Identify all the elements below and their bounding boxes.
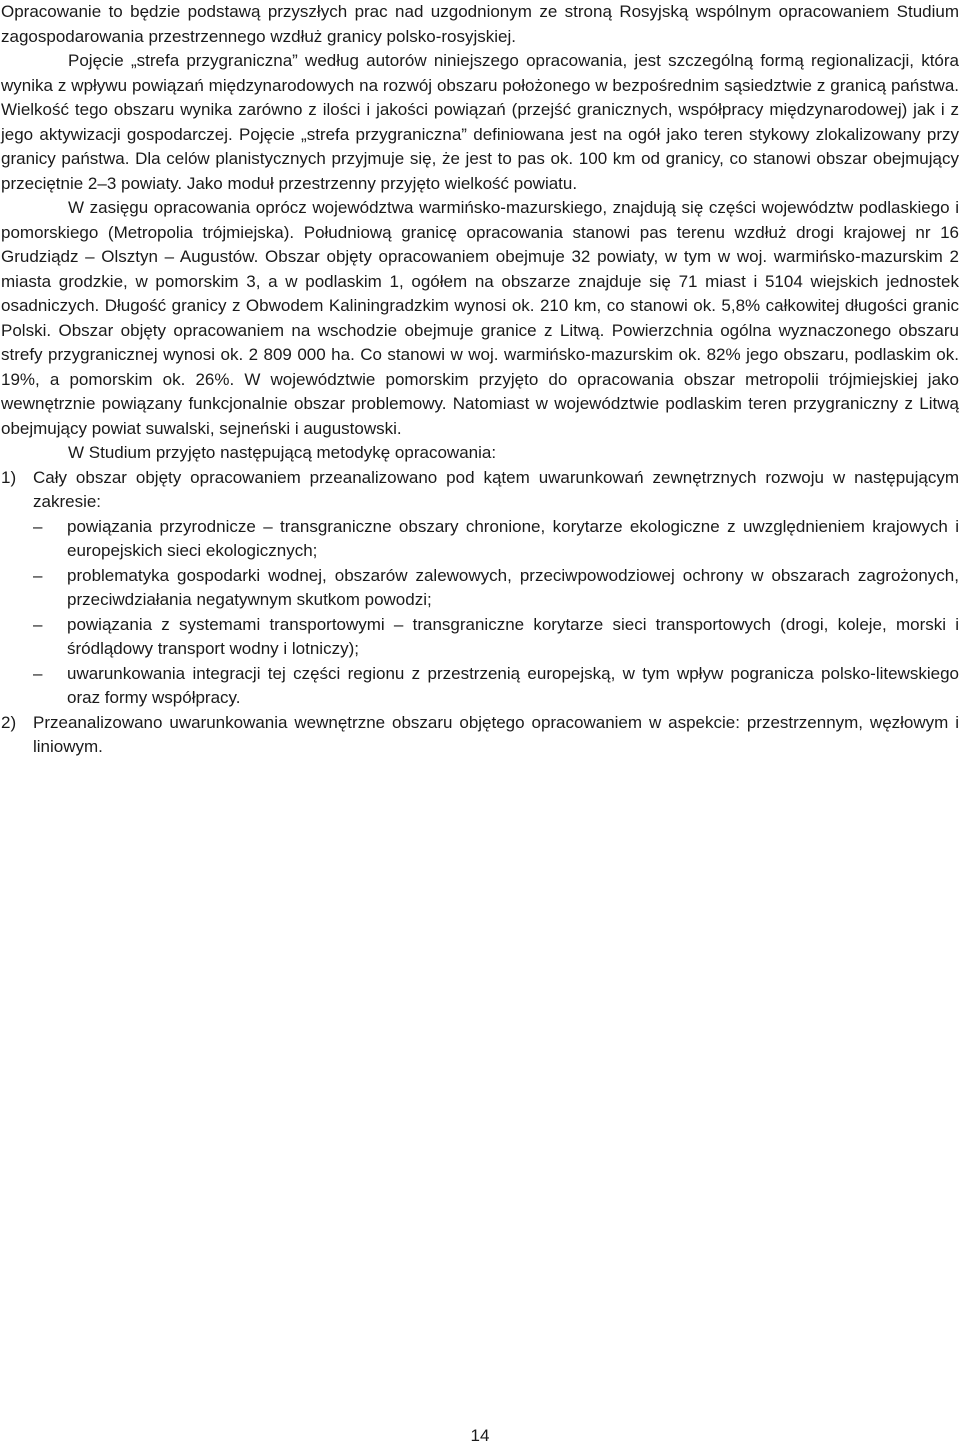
sub-list-item bbox=[1, 564, 959, 613]
dash-marker: – bbox=[33, 516, 43, 536]
document-body bbox=[1, 0, 959, 760]
list-marker-2: 2) bbox=[1, 712, 17, 732]
paragraph-definition: Pojęcie „strefa przygraniczna” według autorów niniejszego opracowania, jest szczególną formą regionalizacji, która wynika z wpływu powiązań międzynarodowych na rozwój obszaru położonego w bezpośrednim sąsiedztwie z granicą państwa. Wielkość tego obszaru wynika zarówno z ilości i jakości powiązań (przejść granicznych, współpracy międzynarodowej) jak i z jego aktywizacji gospodarczej. Pojęcie „strefa przygraniczna” definiowana jest na ogół jako teren stykowy zlokalizowany przy granicy państwa. Dla celów planistycznych przyjmuje się, że jest to pas ok. 100 km od granicy, co stanowi obszar obejmujący przeciętnie 2–3 powiaty. Jako moduł przestrzenny przyjęto wielkość powiatu. bbox=[1, 51, 959, 193]
page-number: 14 bbox=[470, 1426, 490, 1445]
sub-list-item-text: powiązania przyrodnicze – transgraniczne obszary chronione, korytarze ekologiczne z uwzględnieniem krajowych i europejskich sieci ekologicznych; bbox=[67, 516, 959, 560]
paragraph-intro: Opracowanie to będzie podstawą przyszłych prac nad uzgodnionym ze stroną Rosyjską wspólnym opracowaniem Studium zagospodarowania przestrzennego wzdłuż granicy polsko-rosyjskiej. bbox=[1, 2, 959, 46]
dash-marker: – bbox=[33, 565, 43, 585]
dash-marker: – bbox=[33, 614, 43, 634]
list-item-2 bbox=[1, 711, 959, 760]
sub-list-item-text: problematyka gospodarki wodnej, obszarów zalewowych, przeciwpowodziowej ochrony w obszarach zagrożonych, przeciwdziałania negatywnym skutkom powodzi; bbox=[67, 565, 959, 609]
sub-list-item bbox=[1, 515, 959, 564]
list-item-1-text: Cały obszar objęty opracowaniem przeanalizowano pod kątem uwarunkowań zewnętrznych rozwoju w następującym zakresie: bbox=[33, 467, 959, 511]
dash-marker: – bbox=[33, 663, 43, 683]
sub-list-item-text: powiązania z systemami transportowymi – transgraniczne korytarze sieci transportowych (drogi, koleje, morski i śródlądowy transport wodny i lotniczy); bbox=[67, 614, 959, 658]
list-item-2-text: Przeanalizowano uwarunkowania wewnętrzne obszaru objętego opracowaniem w aspekcie: przestrzennym, węzłowym i liniowym. bbox=[33, 712, 959, 756]
sub-list-item-text: uwarunkowania integracji tej części regionu z przestrzenią europejską, w tym wpływ pogranicza polsko-litewskiego oraz formy współpracy. bbox=[67, 663, 959, 707]
sub-list-item bbox=[1, 613, 959, 662]
paragraph-methodology-intro: W Studium przyjęto następującą metodykę opracowania: bbox=[68, 443, 497, 462]
list-item-1 bbox=[1, 466, 959, 515]
sub-list-item bbox=[1, 662, 959, 711]
paragraph-scope: W zasięgu opracowania oprócz województwa warmińsko-mazurskiego, znajdują się części województw podlaskiego i pomorskiego (Metropolia trójmiejska). Południową granicę opracowania stanowi pas terenu wzdłuż drogi krajowej nr 16 Grudziądz – Olsztyn – Augustów. Obszar objęty opracowaniem obejmuje 32 powiaty, w tym w woj. warmińsko-mazurskim 2 miasta grodzkie, w pomorskim 3, a w podlaskim 1, ogółem na obszarze znajduje się 71 miast i 5104 wiejskich jednostek osadniczych. Długość granicy z Obwodem Kaliningradzkim wynosi ok. 210 km, co stanowi ok. 5,8% całkowitej długości granic Polski. Obszar objęty opracowaniem na wschodzie obejmuje granice z Litwą. Powierzchnia ogólna wyznaczonego obszaru strefy przygranicznej wynosi ok. 2 809 000 ha. Co stanowi w woj. warmińsko-mazurskim ok. 82% jego obszaru, podlaskim ok. 19%, a pomorskim ok. 26%. W województwie pomorskim przyjęto do opracowania obszar metropolii trójmiejskiej jako wewnętrznie powiązany funkcjonalnie obszar problemowy. Natomiast w województwie podlaskim teren przygraniczny z Litwą obejmujący powiat suwalski, sejneński i augustowski. bbox=[1, 198, 959, 438]
list-marker-1: 1) bbox=[1, 467, 17, 487]
sub-list bbox=[1, 515, 959, 711]
